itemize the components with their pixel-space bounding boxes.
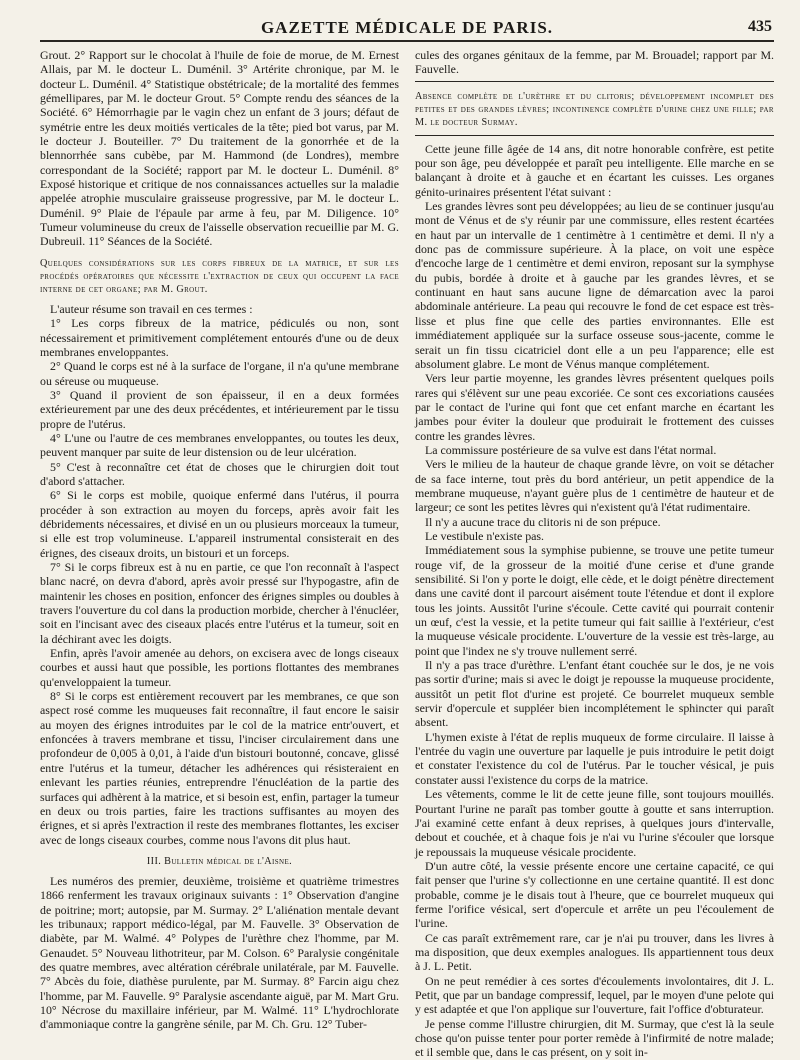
right-paragraph: Vers leur partie moyenne, les grandes lèvres présentent quelques poils rares qui s'élèvent sur une peau excoriée. Ce sont ces excoriations causées par le contact de l'urine qui font que cet enfant marche en écartant les jambes pour éviter la douleur que produirait le frottement des cuisses contre les grandes lèvres.: [415, 371, 774, 443]
left-paragraph: 6° Si le corps est mobile, quoique enfermé dans l'utérus, il pourra procéder à son extraction au moyen du forceps, après avoir fait les débridements nécessaires, et divisé en un ou plusieurs morceaux la tumeur, si elle est trop volumineuse. L'appareil instrumental consisterait en des érignes, des ciseaux droits, un bistouri et un forceps.: [40, 488, 399, 560]
journal-title: GAZETTE MÉDICALE DE PARIS.: [260, 18, 554, 37]
right-column: [415, 48, 774, 1060]
left-intro-paragraph: Grout. 2° Rapport sur le chocolat à l'huile de foie de morue, de M. Ernest Allais, par M. le docteur L. Duménil. 3° Artérite chronique, par M. le docteur L. Duménil. 4° Statistique obstétricale; de la mortalité des femmes gémellipares, par M. le docteur Grout. 5° Compte rendu des séances de la Société. 6° Hémorrhagie par le vagin chez un enfant de 3 jours; défaut de symétrie entre les deux moitiés verticales de la tête; pied bot varus, par M. le docteur J. Bouteiller. 7° Du traitement de la gonorrhée et de la blennorrhée sans cubèbe, par M. Hammond (de Londres), membre correspondant de la Société; rapport par M. le docteur L. Duménil. 8° Exposé historique et critique de nos connaissances actuelles sur la maladie appelée atrophie musculaire graisseuse progressive, par M. le docteur L. Duménil. 9° Plaie de l'épaule par arme à feu, par M. Diligence. 10° Tumeur volumineuse du creux de l'aisselle observation recueillie par M. G. Dubreuil. 11° Séances de la Société.: [40, 48, 399, 249]
right-paragraph: On ne peut remédier à ces sortes d'écoulements involontaires, dit J. L. Petit, que par un bandage compressif, lequel, par le moyen d'une pelote qui y est adaptée et que l'on applique sur l'ouverture, fait l'office d'obturateur.: [415, 973, 774, 1017]
right-paragraph: Ce cas paraît extrêmement rare, car je n'ai pu trouver, dans les livres à ma disposition, que deux exemples analogues. Ils appartiennent tous deux à J. L. Petit.: [415, 930, 774, 974]
right-paragraph: Vers le milieu de la hauteur de chaque grande lèvre, on voit se détacher de sa face interne, tout près du bord antérieur, un petit appendice de la membrane muqueuse, n'ayant guère plus de 1 centimètre de hauteur et de largeur; ce sont les petites lèvres qui n'existent qu'à l'état rudimentaire.: [415, 457, 774, 515]
left-paragraph: 5° C'est à reconnaître cet état de choses que le chirurgien doit tout d'abord s'attacher.: [40, 459, 399, 488]
section-heading-urethra-absence: Absence complète de l'urèthre et du clitoris; développement incomplet des petites et des grandes lèvres; incontinence complète d'urine chez une fille; par M. le docteur Surmay.: [415, 90, 774, 128]
right-paragraph: Les grandes lèvres sont peu développées; au lieu de se continuer jusqu'au mont de Vénus et de s'y réunir par une commissure, elles restent écartées en haut par un intervalle de 1 centimètre à 1 centimètre et demi. Il n'y a donc pas de commissure supérieure. À la place, on voit une espèce d'encoche large de 1 centimètre et demi environ, reposant sur la symphyse du pubis, bordée à droite et à gauche par les grandes lèvres, et se continuant en haut sans aucune ligne de démarcation avec la paroi abdominale antérieure. La peau qui recouvre le fond de cet espace est très-lisse et plus fine que celle des parties environnantes. Elle est immédiatement appliquée sur la surface osseuse sous-jacente, comme le serait un fin tissu cicatriciel dont elle a un peu l'apparence; elle est absolument glabre. Le mont de Vénus manque complétement.: [415, 199, 774, 371]
left-paragraph: 2° Quand le corps est né à la surface de l'organe, il n'a qu'une membrane ou séreuse ou muqueuse.: [40, 359, 399, 388]
left-paragraph: 4° L'une ou l'autre de ces membranes enveloppantes, ou toutes les deux, peuvent manquer par suite de leur distension ou de leur ulcération.: [40, 430, 399, 460]
text-columns: [40, 48, 774, 1060]
section-heading-fibrous-bodies: Quelques considérations sur les corps fibreux de la matrice, et sur les procédés opératoires que nécessite l'extraction de ceux qui occupent la face interne de cet organe; par M. Grout.: [40, 257, 399, 295]
right-paragraph: D'un autre côté, la vessie présente encore une certaine capacité, ce qui fait penser que l'urine s'y collectionne en une certaine quantité. Il est donc probable, comme je le disais tout à l'heure, que ce bourrelet muqueux qui ferme l'orifice vésical, sert d'opercule et arrête un peu l'écoulement de l'urine.: [415, 858, 774, 931]
left-column: [40, 48, 399, 1048]
left-paragraph: 1° Les corps fibreux de la matrice, pédiculés ou non, sont nécessairement et primitivement complétement entourés d'une ou de deux membranes enveloppantes.: [40, 316, 399, 359]
left-paragraph: 3° Quand il provient de son épaisseur, il en a deux formées extérieurement par une des deux précédentes, et intérieurement par le tissu propre de l'utérus.: [40, 387, 399, 431]
left-paragraph: 7° Si le corps fibreux est à nu en partie, ce que l'on reconnaît à l'aspect blanc nacré, on devra d'abord, après avoir pressé sur l'hypogastre, afin de maintenir les choses en position, enfoncer des érignes simples ou doubles à travers l'ouverture du col dans la production morbide, chercher à l'énucléer, soit en l'incisant avec des ciseaux placés entre l'utérus et la tumeur, soit en la déchirant avec les doigts.: [40, 560, 399, 646]
left-paragraph: 8° Si le corps est entièrement recouvert par les membranes, ce que son aspect rosé comme les muqueuses fait reconnaître, il faut encore le saisir au moyen des érignes introduites par le col de la matrice entr'ouvert, et enfoncées à travers membrane et tissu, l'inciser circulairement dans une profondeur de 0,005 à 0,01, à l'aide d'un bistouri boutonné, concave, glissé entre l'utérus et la tumeur, détacher les adhérences qui résisteraient en enlevant les parties réunies, entreprendre l'énucléation de la partie des surfaces qui adhèrent à la matrice, et si besoin est, enfin, partager la tumeur en deux ou trois parties, faire les tractions suffisantes au moyen des érignes, et si après l'extraction il reste des membranes flottantes, les exciser avec de longs ciseaux courbes, comme nous l'avons dit plus haut.: [40, 689, 399, 847]
section-divider: [415, 135, 774, 136]
page-number: 435: [748, 18, 772, 35]
right-paragraph: L'hymen existe à l'état de replis muqueux de forme circulaire. Il laisse à l'entrée du vagin une ouverture par laquelle je puis introduire le petit doigt et constater l'existence du col de l'utérus. Par le toucher vésical, je puis constater aussi l'existence du corps de la matrice.: [415, 729, 774, 787]
right-paragraph: Les vêtements, comme le lit de cette jeune fille, sont toujours mouillés. Pourtant l'urine ne paraît pas tomber goutte à goutte et sans interruption. J'ai examiné cette enfant à deux reprises, à quelques jours d'intervalle, debout et couchée, et à chaque fois je n'ai vu l'urine s'écouler que lorsque je repoussais la muqueuse vésicale procidente.: [415, 787, 774, 859]
right-intro-paragraph: cules des organes génitaux de la femme, par M. Brouadel; rapport par M. Fauvelle.: [415, 48, 774, 77]
right-paragraphs: [415, 142, 774, 1060]
right-paragraph: Je pense comme l'illustre chirurgien, dit M. Surmay, que c'est là la seule chose qu'on puisse tenter pour porter remède à l'infirmité de notre malade; et il semble que, dans le cas présent, on y soit in-: [415, 1016, 774, 1060]
left-paragraph: Enfin, après l'avoir amenée au dehors, on exciserа avec de longs ciseaux courbes et aussi haut que possible, les portions flottantes des membranes qu'enveloppaient la tumeur.: [40, 646, 399, 689]
bulletin-aisne-paragraph: Les numéros des premier, deuxième, troisième et quatrième trimestres 1866 renferment les travaux originaux suivants : 1° Observation d'angine de poitrine; mort; autopsie, par M. Surmay. 2° L'aliénation mentale devant les tribunaux; rapport médico-légal, par M. Fauvelle. 3° Observation de diabète, par M. Walmé. 4° Polypes de l'urèthre chez l'homme, par M. Genaudet. 5° Nouveau lithotriteur, par M. Colson. 6° Paralysie congénitale des quatre membres, avec altération cérébrale unilatérale, par M. Fauvelle. 7° Abcès du foie, diathèse purulente, par M. Surmay. 8° Farcin aigu chez l'homme, par M. Fauvelle. 9° Paralysie ascendante aiguë, par M. Mart Gru. 10° Nécrose du maxillaire inférieur, par M. Walmé. 11° L'hydrochlorate d'ammoniaque contre la gangrène sénile, par M. Ch. Gru. 12° Tuber-: [40, 873, 399, 1032]
right-paragraph: Il n'y a aucune trace du clitoris ni de son prépuce.: [425, 514, 661, 529]
right-paragraph: Le vestibule n'existe pas.: [425, 528, 545, 543]
right-paragraph: Immédiatement sous la symphise pubienne, se trouve une petite tumeur rouge vif, de la grosseur de la moitié d'une cerise et d'une grande sensibilité. Si l'on y porte le doigt, elle cède, et le doigt pénètre directement dans une cavité dont il parcourt aisément toute l'étendue et dont il explore tous les joints. Aussitôt l'urine s'écoule. Cette cavité qui pourrait contenir un œuf, c'est la vessie, et la petite tumeur qui fait saillie à l'extérieur, c'est la muqueuse vésicale procidente. L'ouverture de la vessie est très-large, au point que l'index ne s'y trouve nullement serré.: [415, 543, 774, 658]
right-paragraph: Il n'y a pas trace d'urèthre. L'enfant étant couchée sur le dos, je ne vois pas sortir d'urine; mais si avec le doigt je repousse la muqueuse procidente, aussitôt un petit flot d'urine est projeté. Ce bourrelet muqueux semble servir d'opercule et suppléer bien incomplétement le sphincter qui paraît absent.: [415, 658, 774, 730]
left-paragraphs: [40, 302, 399, 847]
left-paragraph: L'auteur résume son travail en ces termes :: [50, 301, 253, 316]
section-divider: [415, 81, 774, 82]
right-paragraph: Cette jeune fille âgée de 14 ans, dit notre honorable confrère, est petite pour son âge, peu développée et paraît peu intelligente. Elle marche en se balançant à droite et à gauche et en écartant les cuisses. Les organes génito-urinaires présentent l'état suivant :: [415, 141, 774, 199]
page-header: [40, 10, 774, 42]
right-paragraph: La commissure postérieure de sa vulve est dans l'état normal.: [425, 442, 717, 457]
section-heading-bulletin-aisne: III. Bulletin médical de l'Aisne.: [146, 855, 293, 867]
